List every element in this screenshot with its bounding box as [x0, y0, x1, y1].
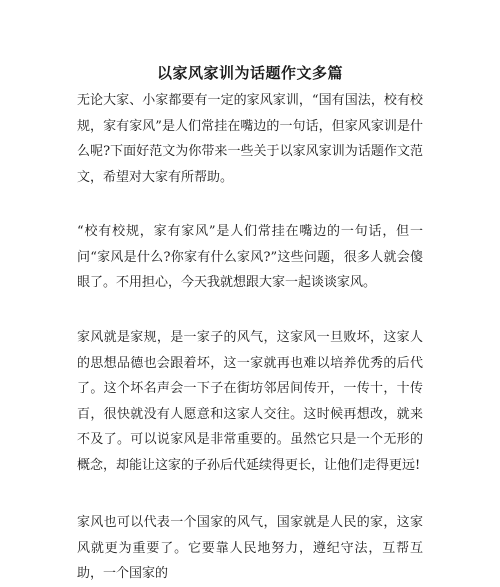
paragraph-intro: 无论大家、小家都要有一定的家风家训，“国有国法，校有校规，家有家风”是人们常挂在嘴边的一句话，但家风家训是什么呢?下面好范文为你带来一些关于以家风家训为话题作文范文，希望对大家有所帮助。: [77, 93, 423, 185]
paragraph-national-style: 家风也可以代表一个国家的风气，国家就是人民的家，这家风就更为重要了。它要靠人民地努力，遵纪守法，互帮互助，一个国家的: [77, 515, 423, 581]
paragraph-family-rules: 家风就是家规，是一家子的风气，这家风一旦败坏，这家人的思想品德也会跟着坏，这一家就再也难以培养优秀的后代了。这个坏名声会一下子在街坊邻居间传开，一传十，十传百，很快就没有人愿意和这家人交往。这时候再想改，就来不及了。可以说家风是非常重要的。虽然它只是一个无形的概念，却能让这家的子孙后代延续得更长，让他们走得更远!: [77, 330, 423, 473]
document-title: 以家风家训为话题作文多篇: [156, 64, 343, 82]
paragraph-school-rules: “校有校规，家有家风”是人们常挂在嘴边的一句话，但一问“家风是什么?你家有什么家风?”这些问题，很多人就会傻眼了。不用担心，今天我就想跟大家一起谈谈家风。: [77, 224, 423, 290]
